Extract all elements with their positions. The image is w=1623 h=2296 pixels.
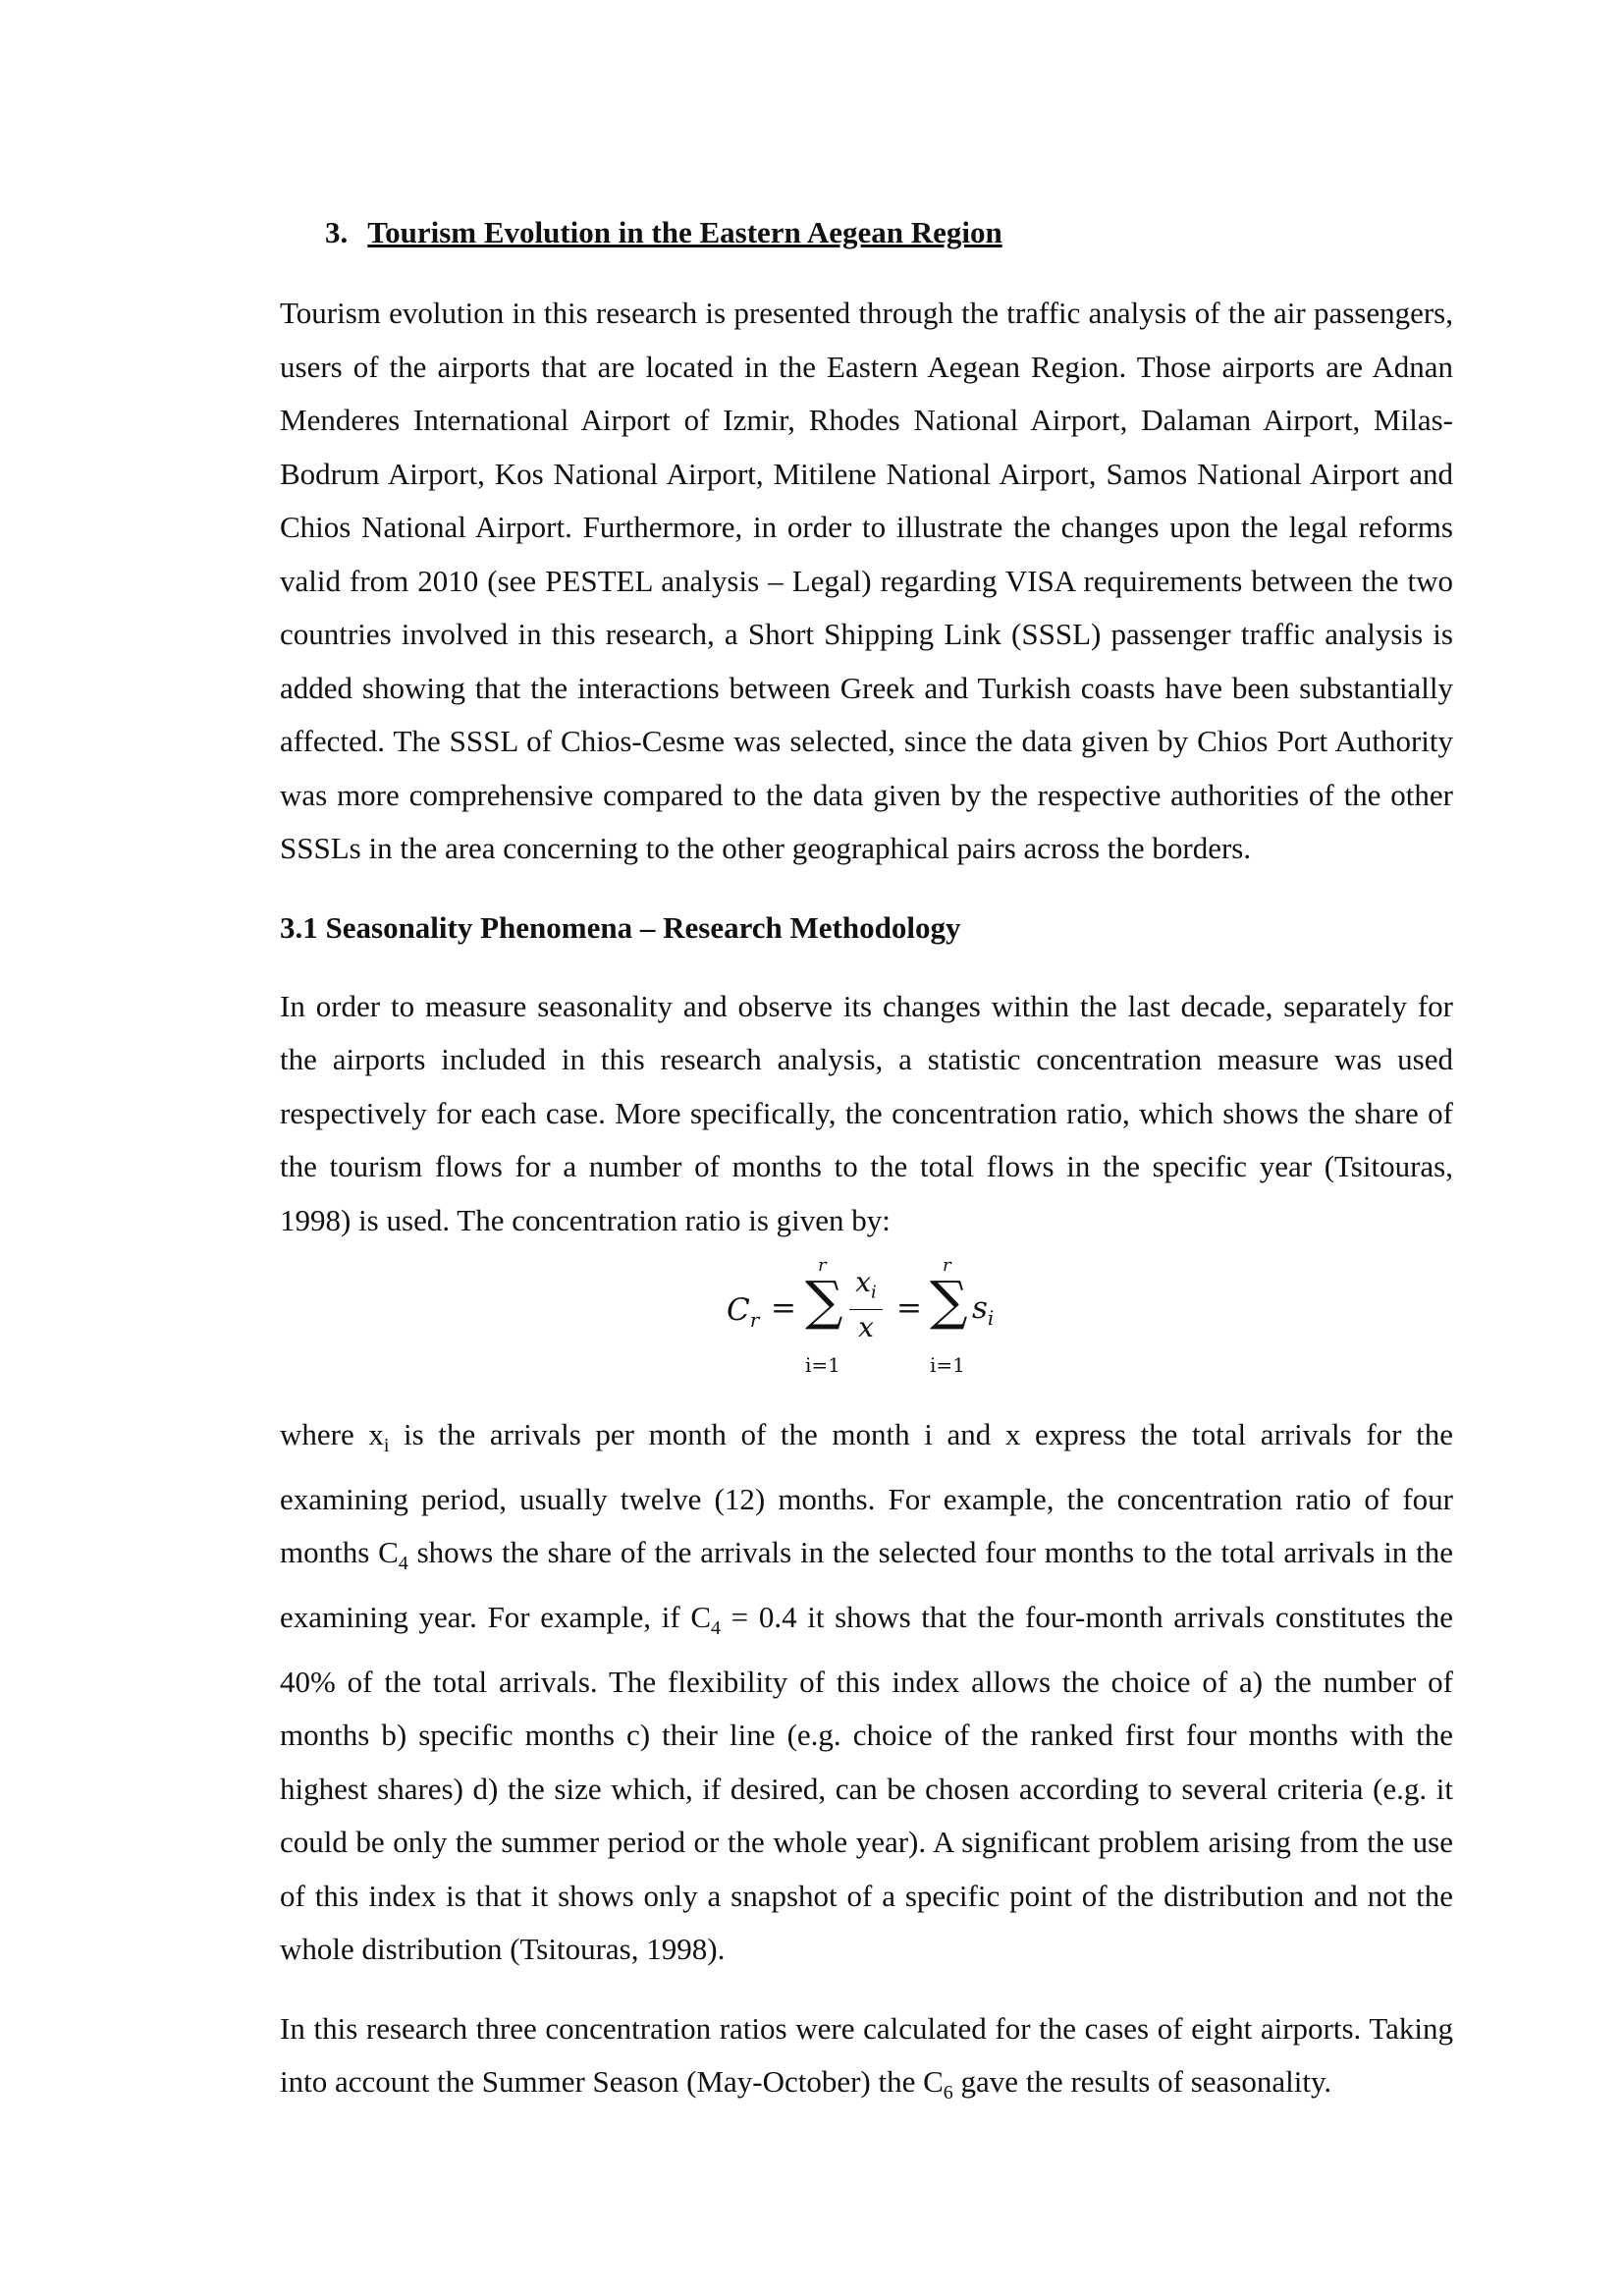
sum-upper-limit: r (818, 1255, 827, 1276)
concentration-ratio-equation (280, 1253, 1453, 1400)
equals-sign: = (771, 1290, 796, 1326)
results-paragraph: In this research three concentration ratios were calculated for the cases of eight airports. Taking into account the Summer Season (May-October) the $C_6$ gave the results of seasonality. (280, 2010, 1453, 2105)
fraction: $\frac{x_i}{x}$ (849, 1267, 883, 1345)
summation-sign: ∑ (805, 1270, 843, 1332)
sum-lower-limit: i=1 (805, 1353, 840, 1377)
sum-lower-limit: i=1 (930, 1353, 965, 1377)
equation-lhs: $C_r$ (727, 1292, 760, 1333)
explanation-paragraph: where $x_i$ is the arrivals per month of the month i and x express the total arrivals for the examining period, usually twelve (12) months. For example, the concentration ratio of four months $C_4$ shows the share of the arrivals in the selected four months to the total arrivals in the examining year. For example, if $C_4 = 0.4$ it shows that the four-month arrivals constitutes the 40% of the total arrivals. The flexibility of this index allows the choice of a) the number of months b) specific months c) their line (e.g. choice of the ranked first four months with the highest shares) d) the size which, if desired, can be chosen according to several criteria (e.g. it could be only the summer period or the whole year). A significant problem arising from the use of this index is that it shows only a snapshot of a specific point of the distribution and not the whole distribution (Tsitouras, 1998). (280, 1417, 1453, 1967)
section-number: 3. (325, 215, 349, 249)
section-3-paragraph: Tourism evolution in this research is presented through the traffic analysis of the air passengers, users of the airports that are located in the Eastern Aegean Region. Those airports are Adnan Menderes International Airport of Izmir, Rhodes National Airport, Dalaman Airport, Milas-Bodrum Airport, Kos National Airport, Mitilene National Airport, Samos National Airport and Chios National Airport. Furthermore, in order to illustrate the changes upon the legal reforms valid from 2010 (see PESTEL analysis – Legal) regarding VISA requirements between the two countries involved in this research, a Short Shipping Link (SSSL) passenger traffic analysis is added showing that the interactions between Greek and Turkish coasts have been substantially affected. The SSSL of Chios-Cesme was selected, since the data given by Chios Port Authority was more comprehensive compared to the data given by the respective authorities of the other SSSLs in the area concerning to the other geographical pairs across the borders. (280, 296, 1453, 865)
document-page (280, 206, 1453, 2120)
methodology-paragraph: In order to measure seasonality and observe its changes within the last decade, separately for the airports included in this research analysis, a statistic concentration measure was used respectively for each case. More specifically, the concentration ratio, which shows the share of the tourism flows for a number of months to the total flows in the specific year (Tsitouras, 1998) is used. The concentration ratio is given by: (280, 988, 1453, 1237)
share-term: $s_i$ (972, 1290, 995, 1331)
summation-sign: ∑ (930, 1270, 968, 1332)
equals-sign: = (896, 1290, 922, 1326)
section-3-heading (280, 206, 1453, 259)
sum-upper-limit: r (943, 1255, 951, 1276)
section-3-1-heading: 3.1 Seasonality Phenomena – Research Methodology (280, 909, 961, 945)
section-title: Tourism Evolution in the Eastern Aegean Region (367, 215, 1002, 249)
